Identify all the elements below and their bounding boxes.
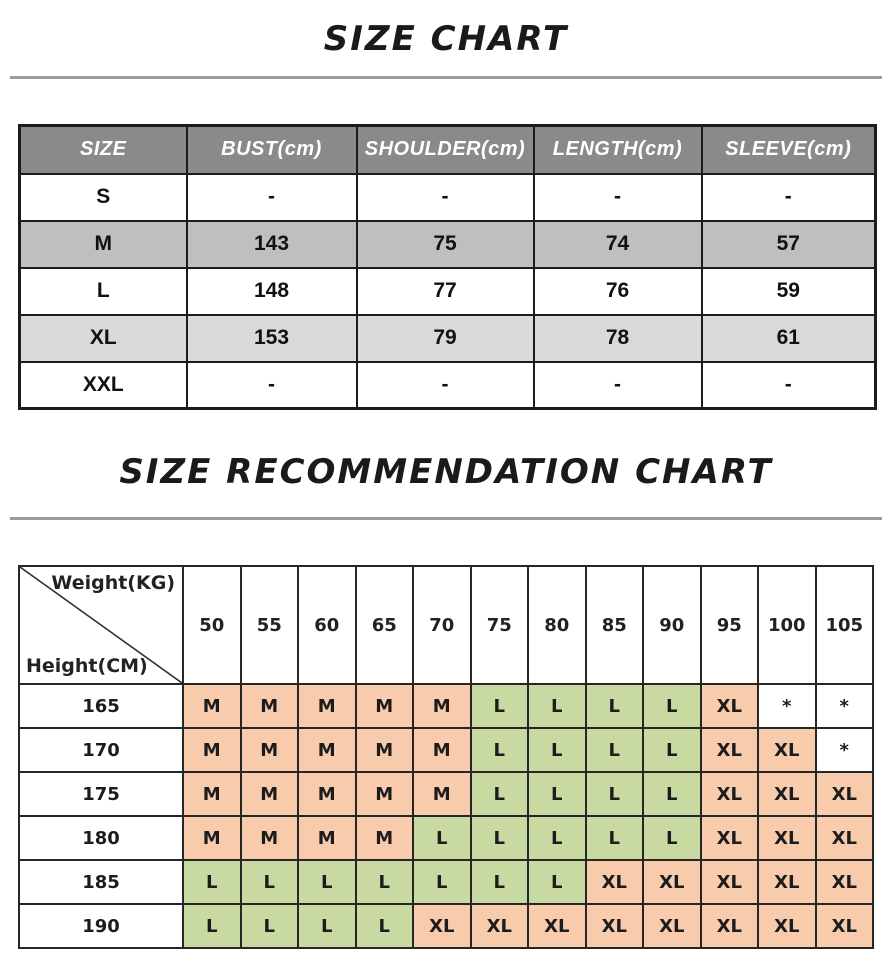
recommendation-row-185 — [19, 860, 873, 904]
size-table — [18, 124, 877, 410]
recommended-size-cell: L — [528, 684, 586, 728]
weight-header: 75 — [471, 566, 529, 684]
recommended-size-cell: M — [183, 728, 241, 772]
size-table-header-row — [20, 126, 876, 174]
size-label: XL — [20, 315, 187, 362]
size-value-cell: - — [187, 174, 357, 221]
weight-header: 95 — [701, 566, 759, 684]
recommended-size-cell: M — [298, 772, 356, 816]
size-label: S — [20, 174, 187, 221]
recommendation-row-165 — [19, 684, 873, 728]
recommended-size-cell: XL — [643, 904, 701, 948]
recommended-size-cell: XL — [816, 860, 874, 904]
recommended-size-cell: M — [241, 816, 299, 860]
recommended-size-cell: XL — [701, 684, 759, 728]
weight-axis-label: Weight(KG) — [51, 572, 175, 594]
recommended-size-cell: M — [413, 772, 471, 816]
size-table-header: SIZE — [20, 126, 187, 174]
recommended-size-cell: L — [413, 860, 471, 904]
size-value-cell: 143 — [187, 221, 357, 268]
size-value-cell: - — [357, 362, 534, 409]
size-label: M — [20, 221, 187, 268]
recommended-size-cell: M — [241, 684, 299, 728]
recommended-size-cell: L — [586, 816, 644, 860]
recommended-size-cell: * — [816, 684, 874, 728]
weight-header: 85 — [586, 566, 644, 684]
size-chart-title: SIZE CHART — [323, 19, 569, 59]
size-value-cell: - — [187, 362, 357, 409]
height-label: 185 — [19, 860, 183, 904]
size-row-M — [20, 221, 876, 268]
recommended-size-cell: XL — [758, 728, 816, 772]
recommended-size-cell: L — [298, 904, 356, 948]
weight-header: 80 — [528, 566, 586, 684]
recommended-size-cell: M — [241, 772, 299, 816]
recommended-size-cell: * — [758, 684, 816, 728]
height-axis-label: Height(CM) — [26, 655, 148, 677]
recommended-size-cell: XL — [701, 772, 759, 816]
recommended-size-cell: M — [356, 728, 414, 772]
recommended-size-cell: L — [471, 772, 529, 816]
size-value-cell: 79 — [357, 315, 534, 362]
size-value-cell: 75 — [357, 221, 534, 268]
weight-header: 60 — [298, 566, 356, 684]
size-value-cell: 76 — [534, 268, 702, 315]
recommended-size-cell: L — [298, 860, 356, 904]
recommended-size-cell: L — [413, 816, 471, 860]
size-value-cell: - — [357, 174, 534, 221]
size-row-XXL — [20, 362, 876, 409]
recommended-size-cell: L — [643, 728, 701, 772]
weight-header: 65 — [356, 566, 414, 684]
recommended-size-cell: XL — [586, 860, 644, 904]
recommended-size-cell: XL — [701, 860, 759, 904]
recommended-size-cell: L — [471, 816, 529, 860]
recommended-size-cell: XL — [471, 904, 529, 948]
recommended-size-cell: L — [586, 684, 644, 728]
recommended-size-cell: M — [183, 816, 241, 860]
size-value-cell: - — [534, 362, 702, 409]
recommended-size-cell: L — [643, 772, 701, 816]
recommended-size-cell: L — [241, 904, 299, 948]
recommended-size-cell: L — [183, 860, 241, 904]
recommended-size-cell: XL — [758, 772, 816, 816]
recommended-size-cell: L — [471, 860, 529, 904]
size-value-cell: 78 — [534, 315, 702, 362]
size-recommendation-table — [18, 565, 874, 949]
recommended-size-cell: XL — [586, 904, 644, 948]
recommendation-row-175 — [19, 772, 873, 816]
size-row-S — [20, 174, 876, 221]
recommended-size-cell: XL — [758, 816, 816, 860]
recommended-size-cell: L — [471, 728, 529, 772]
size-label: XXL — [20, 362, 187, 409]
weight-header: 100 — [758, 566, 816, 684]
recommended-size-cell: L — [241, 860, 299, 904]
height-label: 180 — [19, 816, 183, 860]
recommendation-chart-title: SIZE RECOMMENDATION CHART — [119, 452, 773, 492]
weight-header: 105 — [816, 566, 874, 684]
size-value-cell: 59 — [702, 268, 876, 315]
size-value-cell: 148 — [187, 268, 357, 315]
recommended-size-cell: M — [413, 684, 471, 728]
size-row-L — [20, 268, 876, 315]
size-value-cell: 77 — [357, 268, 534, 315]
recommended-size-cell: XL — [816, 904, 874, 948]
divider-line-bottom — [10, 517, 882, 520]
size-label: L — [20, 268, 187, 315]
recommended-size-cell: XL — [758, 904, 816, 948]
size-table-header: SLEEVE(cm) — [702, 126, 876, 174]
recommended-size-cell: M — [356, 816, 414, 860]
recommended-size-cell: M — [241, 728, 299, 772]
weight-header: 90 — [643, 566, 701, 684]
recommended-size-cell: XL — [816, 772, 874, 816]
corner-cell — [19, 566, 183, 684]
height-label: 170 — [19, 728, 183, 772]
recommended-size-cell: L — [356, 904, 414, 948]
recommended-size-cell: M — [356, 772, 414, 816]
recommended-size-cell: M — [298, 684, 356, 728]
recommended-size-cell: L — [528, 728, 586, 772]
recommended-size-cell: L — [183, 904, 241, 948]
recommended-size-cell: M — [183, 684, 241, 728]
size-value-cell: - — [702, 362, 876, 409]
size-value-cell: 74 — [534, 221, 702, 268]
size-table-header: BUST(cm) — [187, 126, 357, 174]
recommended-size-cell: L — [643, 684, 701, 728]
recommended-size-cell: L — [356, 860, 414, 904]
recommended-size-cell: L — [643, 816, 701, 860]
size-row-XL — [20, 315, 876, 362]
size-value-cell: 153 — [187, 315, 357, 362]
recommendation-header-row — [19, 566, 873, 684]
recommended-size-cell: L — [528, 772, 586, 816]
recommendation-row-180 — [19, 816, 873, 860]
recommended-size-cell: XL — [701, 728, 759, 772]
recommended-size-cell: XL — [701, 816, 759, 860]
size-value-cell: - — [702, 174, 876, 221]
recommended-size-cell: XL — [528, 904, 586, 948]
recommended-size-cell: XL — [758, 860, 816, 904]
size-value-cell: - — [534, 174, 702, 221]
recommendation-row-170 — [19, 728, 873, 772]
height-label: 190 — [19, 904, 183, 948]
recommended-size-cell: XL — [701, 904, 759, 948]
recommendation-row-190 — [19, 904, 873, 948]
height-label: 165 — [19, 684, 183, 728]
recommended-size-cell: L — [586, 772, 644, 816]
weight-header: 50 — [183, 566, 241, 684]
recommended-size-cell: M — [413, 728, 471, 772]
recommended-size-cell: L — [471, 684, 529, 728]
size-table-header: SHOULDER(cm) — [357, 126, 534, 174]
size-value-cell: 61 — [702, 315, 876, 362]
size-value-cell: 57 — [702, 221, 876, 268]
recommended-size-cell: M — [356, 684, 414, 728]
recommended-size-cell: L — [528, 816, 586, 860]
recommended-size-cell: L — [528, 860, 586, 904]
recommended-size-cell: XL — [643, 860, 701, 904]
divider-line-top — [10, 76, 882, 79]
recommended-size-cell: L — [586, 728, 644, 772]
height-label: 175 — [19, 772, 183, 816]
recommended-size-cell: M — [298, 728, 356, 772]
recommended-size-cell: * — [816, 728, 874, 772]
recommended-size-cell: XL — [816, 816, 874, 860]
weight-header: 55 — [241, 566, 299, 684]
recommended-size-cell: M — [183, 772, 241, 816]
recommended-size-cell: XL — [413, 904, 471, 948]
recommended-size-cell: M — [298, 816, 356, 860]
size-table-header: LENGTH(cm) — [534, 126, 702, 174]
weight-header: 70 — [413, 566, 471, 684]
